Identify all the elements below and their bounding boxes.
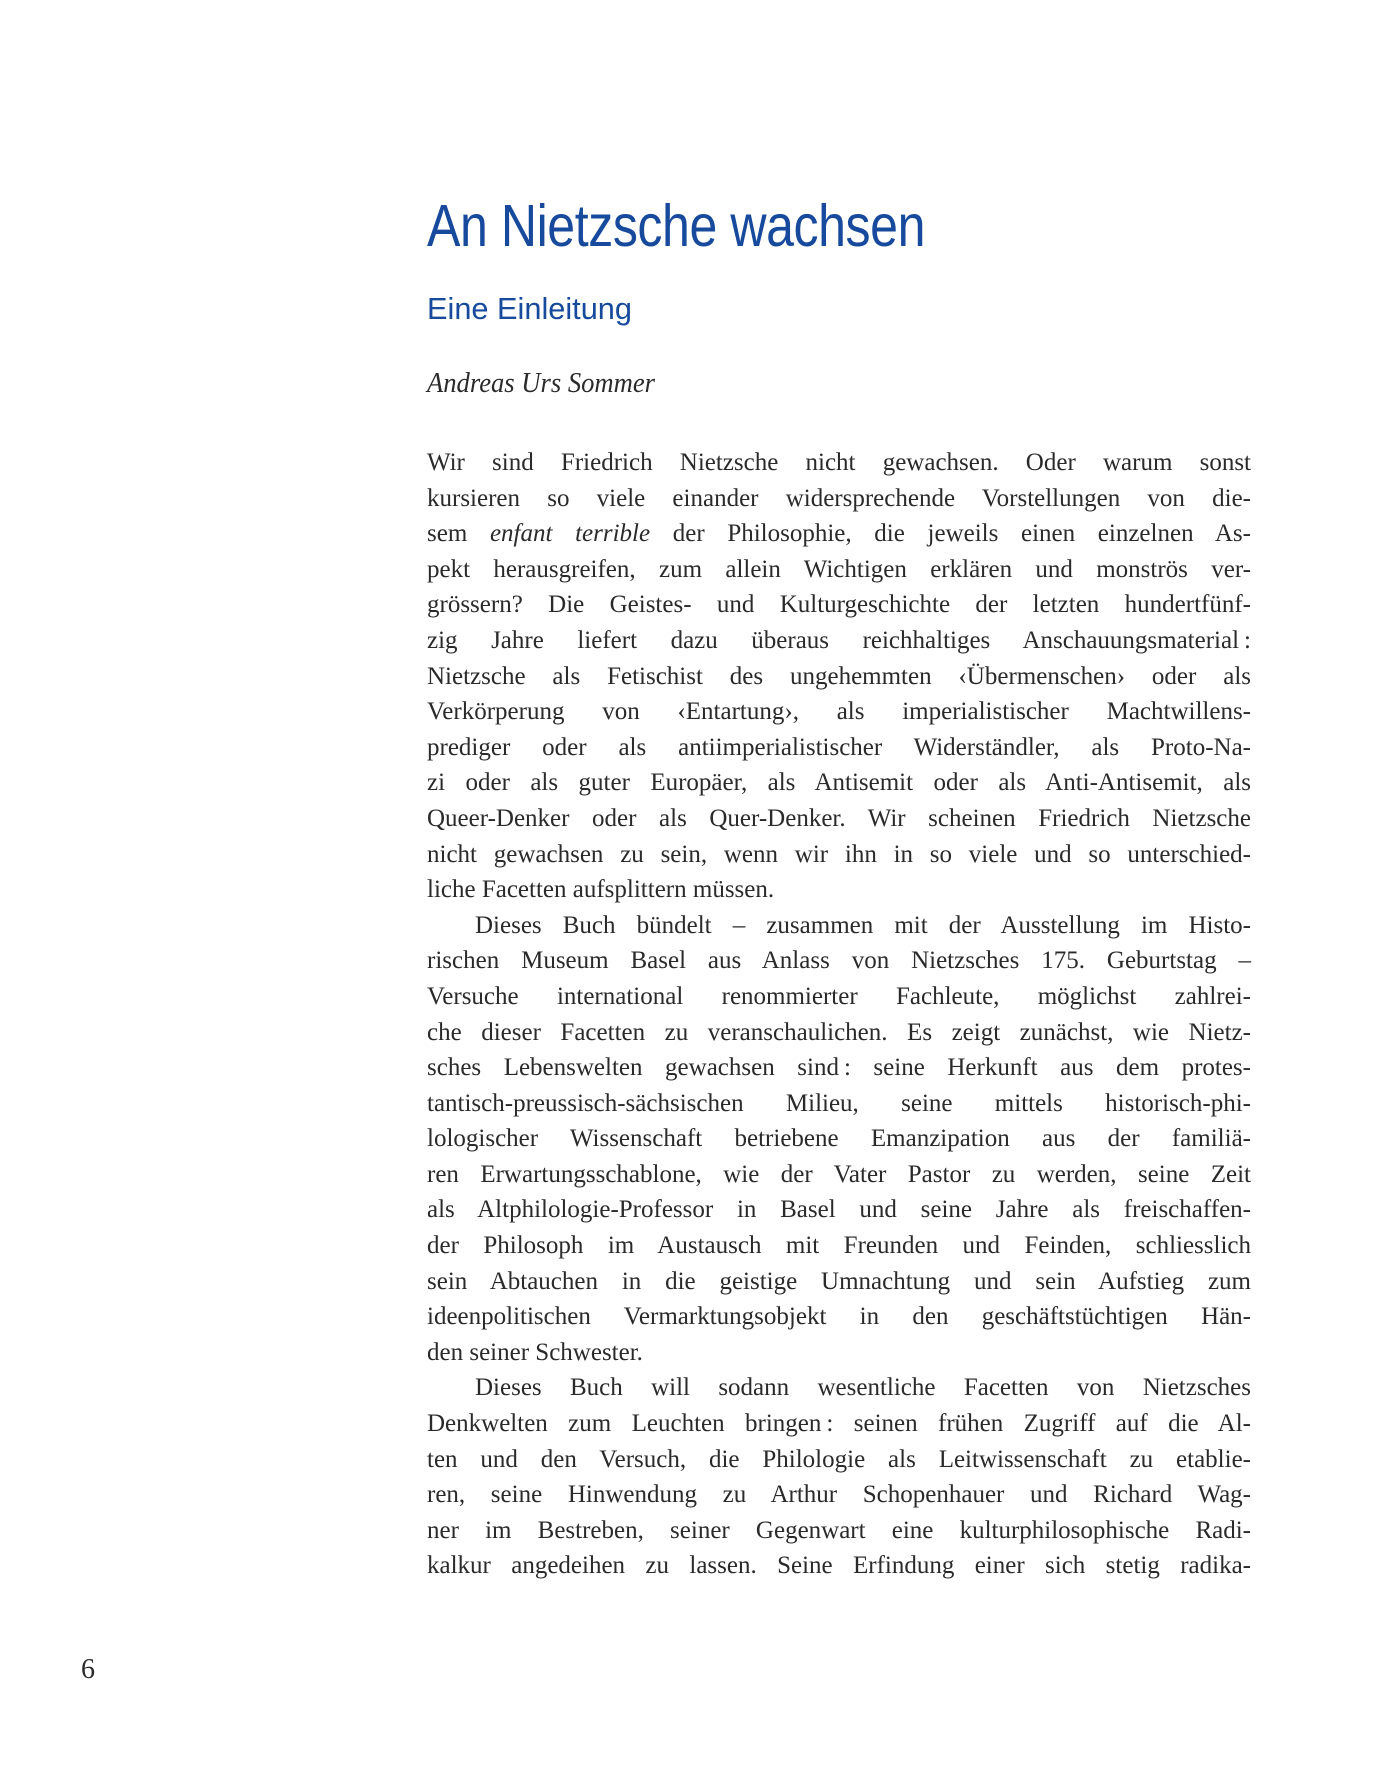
text-line: Denkwelten zum Leuchten bringen : seinen frühen Zugriff auf die Al- [427,1410,1251,1438]
text-line: Versuche international renommierter Fachleute, möglichst zahlrei- [427,982,1251,1010]
body-text [427,445,1251,1584]
paragraph [427,908,1251,1371]
text-line: pekt herausgreifen, zum allein Wichtigen erklären und monströs ver- [427,555,1251,583]
text-line: liche Facetten aufsplittern müssen. [427,876,775,904]
text-line: sem enfant terrible der Philosophie, die jeweils einen einzelnen As- [427,520,1251,548]
text-line: ten und den Versuch, die Philologie als Leitwissenschaft zu etablie- [427,1445,1251,1473]
text-line: Queer-Denker oder als Quer-Denker. Wir scheinen Friedrich Nietzsche [427,804,1251,832]
text-line: prediger oder als antiimperialistischer Widerständler, als Proto-Na- [427,733,1251,761]
paragraph [427,445,1251,908]
text-line: tantisch-preussisch-sächsischen Milieu, seine mittels historisch-phi- [427,1089,1251,1117]
text-line: ren, seine Hinwendung zu Arthur Schopenhauer und Richard Wag- [427,1481,1251,1509]
text-line: ideenpolitischen Vermarktungsobjekt in den geschäftstüchtigen Hän- [427,1303,1251,1331]
text-line: kalkur angedeihen zu lassen. Seine Erfindung einer sich stetig radika- [427,1552,1251,1580]
text-line: der Philosoph im Austausch mit Freunden und Feinden, schliesslich [427,1232,1251,1260]
text-line: Verkörperung von ‹Entartung›, als imperialistischer Machtwillens- [427,698,1251,726]
page-number: 6 [81,1654,95,1685]
text-line: sches Lebenswelten gewachsen sind : seine Herkunft aus dem protes- [427,1054,1251,1082]
text-line: Dieses Buch bündelt – zusammen mit der Ausstellung im Histo- [475,911,1251,939]
text-line: sein Abtauchen in die geistige Umnachtung und sein Aufstieg zum [427,1267,1251,1295]
paragraph [427,1370,1251,1584]
author-name [427,370,667,398]
text-line: grössern? Die Geistes- und Kulturgeschichte der letzten hundertfünf- [427,591,1251,619]
page-title-text: An Nietzsche wachsen [427,193,925,259]
text-line: als Altphilologie-Professor in Basel und seine Jahre als freischaffen- [427,1196,1251,1224]
page-title [427,193,1014,259]
text-line: nicht gewachsen zu sein, wenn wir ihn in so viele und so unterschied- [427,840,1251,868]
text-line: Wir sind Friedrich Nietzsche nicht gewachsen. Oder warum sonst [427,449,1251,476]
text-line: rischen Museum Basel aus Anlass von Nietzsches 175. Geburtstag – [427,947,1251,975]
subtitle-text: Eine Einleitung [427,291,632,326]
text-line: zig Jahre liefert dazu überaus reichhaltiges Anschauungsmaterial : [427,626,1251,654]
text-line: ren Erwartungsschablone, wie der Vater Pastor zu werden, seine Zeit [427,1160,1251,1188]
subtitle [427,293,634,324]
text-line: lologischer Wissenschaft betriebene Emanzipation aus der familiä- [427,1125,1251,1153]
text-line: ner im Bestreben, seiner Gegenwart eine kulturphilosophische Radi- [427,1516,1251,1544]
author-name-text: Andreas Urs Sommer [427,368,655,399]
text-line: den seiner Schwester. [427,1338,643,1366]
text-line: kursieren so viele einander widersprechende Vorstellungen von die- [427,484,1251,512]
text-line: Dieses Buch will sodann wesentliche Facetten von Nietzsches [475,1374,1251,1402]
text-line: zi oder als guter Europäer, als Antisemit oder als Anti-Antisemit, als [427,769,1251,797]
text-line: Nietzsche als Fetischist des ungehemmten ‹Übermenschen› oder als [427,662,1251,690]
text-line: che dieser Facetten zu veranschaulichen. Es zeigt zunächst, wie Nietz- [427,1018,1251,1046]
